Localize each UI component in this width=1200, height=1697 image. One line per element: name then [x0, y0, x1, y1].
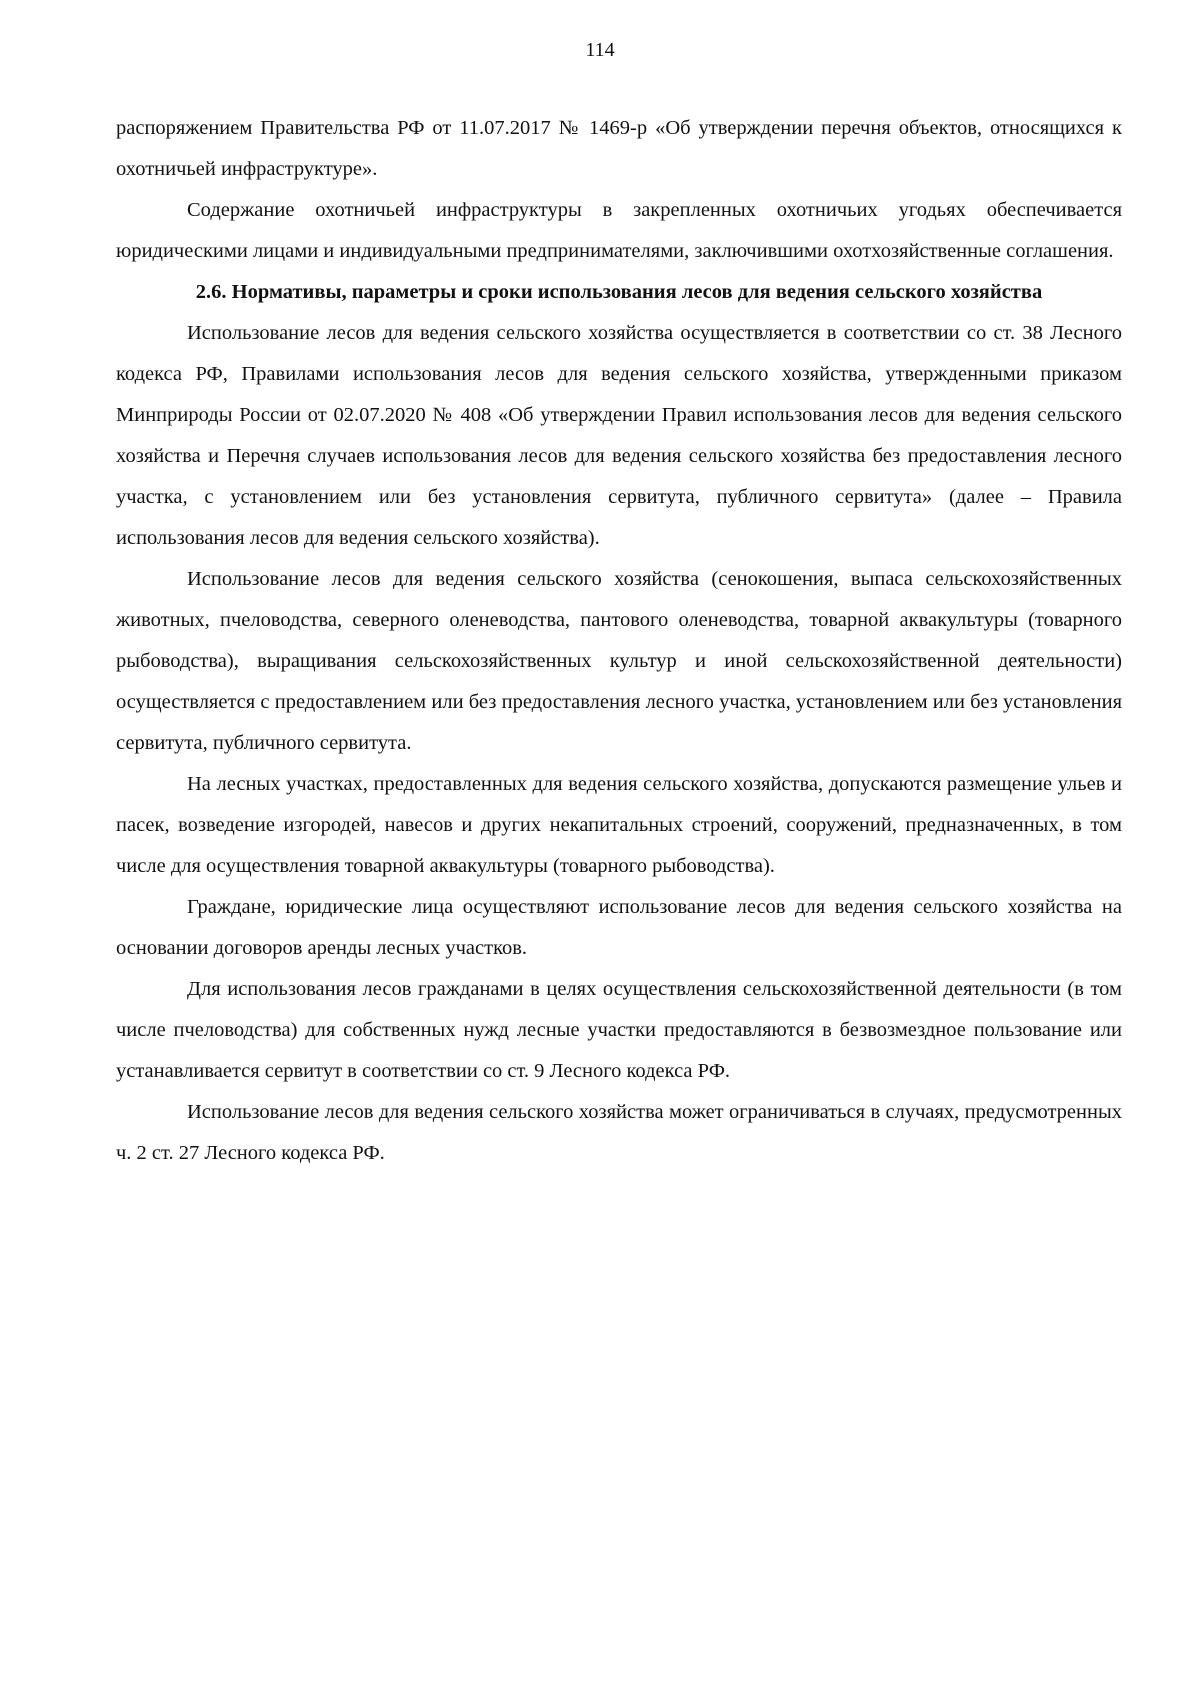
paragraph-legal-basis: Использование лесов для ведения сельского хозяйства осуществляется в соответствии со ст. 38 Лесного кодекса РФ, Правилами использования лесов для ведения сельского хозяйства, утвержденными приказом Минприроды России от 02.07.2020 № 408 «Об утверждении Правил использования лесов для ведения сельского хозяйства и Перечня случаев использования лесов для ведения сельского хозяйства без предоставления лесного участка, с установлением или без установления сервитута, публичного сервитута» (далее – Правила использования лесов для ведения сельского хозяйства). — [116, 322, 1122, 549]
paragraph-hunting-infrastructure: Содержание охотничьей инфраструктуры в закрепленных охотничьих угодьях обеспечивается юридическими лицами и индивидуальными предпринимателями, заключившими охотхозяйственные соглашения. — [116, 199, 1122, 262]
document-body — [116, 108, 1122, 1174]
page-number: 114 — [585, 39, 615, 61]
paragraph-citizens-use: Для использования лесов гражданами в целях осуществления сельскохозяйственной деятельности (в том числе пчеловодства) для собственных нужд лесные участки предоставляются в безвозмездное пользование или устанавливается сервитут в соответствии со ст. 9 Лесного кодекса РФ. — [116, 978, 1122, 1082]
paragraph-continuation: распоряжением Правительства РФ от 11.07.2017 № 1469-р «Об утверждении перечня объектов, относящихся к охотничьей инфраструктуре». — [116, 117, 1122, 180]
paragraph-lease-agreements: Граждане, юридические лица осуществляют использование лесов для ведения сельского хозяйства на основании договоров аренды лесных участков. — [116, 896, 1122, 959]
section-heading: 2.6. Нормативы, параметры и сроки использования лесов для ведения сельского хозяйства — [195, 281, 1043, 303]
paragraph-permitted-structures: На лесных участках, предоставленных для ведения сельского хозяйства, допускаются размещение ульев и пасек, возведение изгородей, навесов и других некапитальных строений, сооружений, предназначенных, в том числе для осуществления товарной аквакультуры (товарного рыбоводства). — [116, 773, 1122, 877]
paragraph-usage-types: Использование лесов для ведения сельского хозяйства (сенокошения, выпаса сельскохозяйственных животных, пчеловодства, северного оленеводства, пантового оленеводства, товарной аквакультуры (товарного рыбоводства), выращивания сельскохозяйственных культур и иной сельскохозяйственной деятельности) осуществляется с предоставлением или без предоставления лесного участка, установлением или без установления сервитута, публичного сервитута. — [116, 568, 1122, 754]
paragraph-restrictions: Использование лесов для ведения сельского хозяйства может ограничиваться в случаях, предусмотренных ч. 2 ст. 27 Лесного кодекса РФ. — [116, 1101, 1122, 1164]
